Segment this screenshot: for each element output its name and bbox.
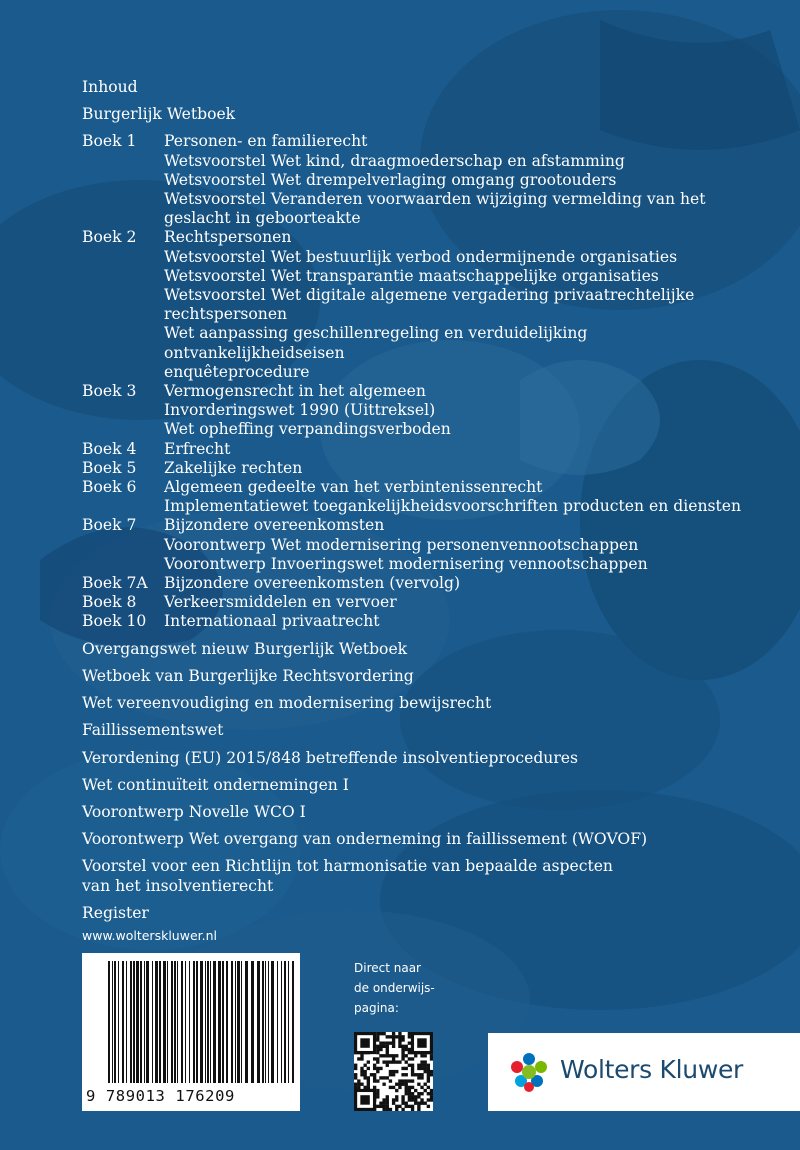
- book-entry: Wet opheffing verpandingsverboden: [164, 420, 451, 439]
- book-number: Boek 4: [82, 439, 137, 458]
- book-entry: Invorderingswet 1990 (Uittreksel): [164, 401, 436, 420]
- toc-entry: [82, 904, 772, 923]
- book-entry: Bijzondere overeenkomsten (vervolg): [164, 574, 461, 593]
- toc-entry-line: Verordening (EU) 2015/848 betreffende insolventieprocedures: [82, 748, 579, 767]
- direct-link-line: Direct naar: [354, 961, 421, 975]
- toc-entry: [82, 694, 772, 713]
- book-entries: [164, 612, 772, 631]
- book-entry: rechtspersonen: [164, 305, 288, 324]
- website-url[interactable]: www.wolterskluwer.nl: [82, 928, 217, 943]
- isbn-number: 9 789013 176209: [86, 1087, 235, 1105]
- toc-entry-line: Overgangswet nieuw Burgerlijk Wetboek: [82, 639, 408, 658]
- qr-code[interactable]: [354, 1032, 433, 1111]
- book-entries: [164, 132, 772, 228]
- book-entry: Verkeersmiddelen en vervoer: [164, 593, 397, 612]
- book-number: Boek 3: [82, 382, 137, 401]
- book-number: Boek 10: [82, 612, 147, 631]
- direct-link-line: de onderwijs-: [354, 981, 435, 995]
- book-entry: Voorontwerp Wet modernisering personenvennootschappen: [164, 535, 639, 554]
- book-entry: Internationaal privaatrecht: [164, 612, 380, 631]
- book-entry: Bijzondere overeenkomsten: [164, 516, 385, 535]
- book-entry: Voorontwerp Invoeringswet modernisering vennootschappen: [164, 554, 648, 573]
- extra-list: [82, 640, 772, 923]
- book-entry: Wetsvoorstel Veranderen voorwaarden wijziging vermelding van het: [164, 190, 706, 209]
- book-entries: [164, 516, 772, 574]
- brand-block: [488, 1033, 800, 1111]
- direct-link-label: [354, 958, 464, 1018]
- barcode: [82, 953, 300, 1111]
- toc-entry: [82, 749, 772, 768]
- wolters-kluwer-logo-icon: [508, 1051, 550, 1093]
- book-entry: Erfrecht: [164, 439, 231, 458]
- book-number: Boek 1: [82, 132, 137, 151]
- qr-code-icon: [354, 1032, 433, 1111]
- toc-entry-line: Wet vereenvoudiging en modernisering bewijsrecht: [82, 694, 492, 713]
- book-entry: Zakelijke rechten: [164, 458, 303, 477]
- toc-title: Inhoud: [82, 78, 138, 96]
- toc-entry-line: van het insolventierecht: [82, 876, 274, 895]
- toc-entry-line: Wet continuïteit ondernemingen I: [82, 775, 349, 794]
- book-number: Boek 6: [82, 478, 137, 497]
- book-entry: Implementatiewet toegankelijkheidsvoorschriften producten en diensten: [164, 497, 742, 516]
- book-entries: [164, 440, 772, 459]
- toc-entry: [82, 721, 772, 740]
- book-number: Boek 8: [82, 593, 137, 612]
- book-entries: [164, 574, 772, 593]
- book-entry: Personen- en familierecht: [164, 132, 368, 151]
- table-of-contents: [82, 78, 772, 931]
- toc-entry-line: Wetboek van Burgerlijke Rechtsvordering: [82, 666, 414, 685]
- book-entry: Wet aanpassing geschillenregeling en verduidelijking ontvankelijkheidseisen: [164, 324, 588, 362]
- toc-entry-line: Register: [82, 903, 149, 922]
- toc-entry-line: Faillissementswet: [82, 721, 224, 740]
- toc-entry: [82, 640, 772, 659]
- toc-entry: [82, 830, 772, 849]
- book-entry: geslacht in geboorteakte: [164, 209, 361, 228]
- toc-entry: [82, 803, 772, 822]
- book-entry: Wetsvoorstel Wet drempelverlaging omgang grootouders: [164, 170, 617, 189]
- book-entry: enquêteprocedure: [164, 362, 310, 381]
- book-entry: Wetsvoorstel Wet transparantie maatschappelijke organisaties: [164, 266, 659, 285]
- book-list: [82, 132, 772, 631]
- book-number: Boek 7A: [82, 574, 148, 593]
- book-entry: Wetsvoorstel Wet kind, draagmoederschap en afstamming: [164, 151, 625, 170]
- toc-entry-line: Voorstel voor een Richtlijn tot harmonisatie van bepaalde aspecten: [82, 857, 613, 876]
- book-number: Boek 5: [82, 458, 137, 477]
- toc-entry-line: Voorontwerp Novelle WCO I: [82, 802, 306, 821]
- book-entries: [164, 228, 772, 382]
- book-entry: Wetsvoorstel Wet bestuurlijk verbod ondermijnende organisaties: [164, 247, 678, 266]
- book-entries: [164, 593, 772, 612]
- toc-entry: [82, 857, 772, 895]
- book-number: Boek 2: [82, 228, 137, 247]
- book-entry: Wetsvoorstel Wet digitale algemene vergadering privaatrechtelijke: [164, 286, 695, 305]
- toc-subtitle: Burgerlijk Wetboek: [82, 105, 236, 124]
- book-entry: Vermogensrecht in het algemeen: [164, 382, 426, 401]
- direct-link-line: pagina:: [354, 1001, 399, 1015]
- toc-entry: [82, 667, 772, 686]
- toc-entry-line: Voorontwerp Wet overgang van onderneming in faillissement (WOVOF): [82, 830, 648, 849]
- book-entry: Algemeen gedeelte van het verbintenissenrecht: [164, 478, 543, 497]
- toc-entry: [82, 776, 772, 795]
- book-entries: [164, 459, 772, 478]
- book-entries: [164, 382, 772, 440]
- book-number: Boek 7: [82, 516, 137, 535]
- book-entry: Rechtspersonen: [164, 228, 292, 247]
- book-entries: [164, 478, 772, 516]
- brand-name: Wolters Kluwer: [560, 1055, 744, 1084]
